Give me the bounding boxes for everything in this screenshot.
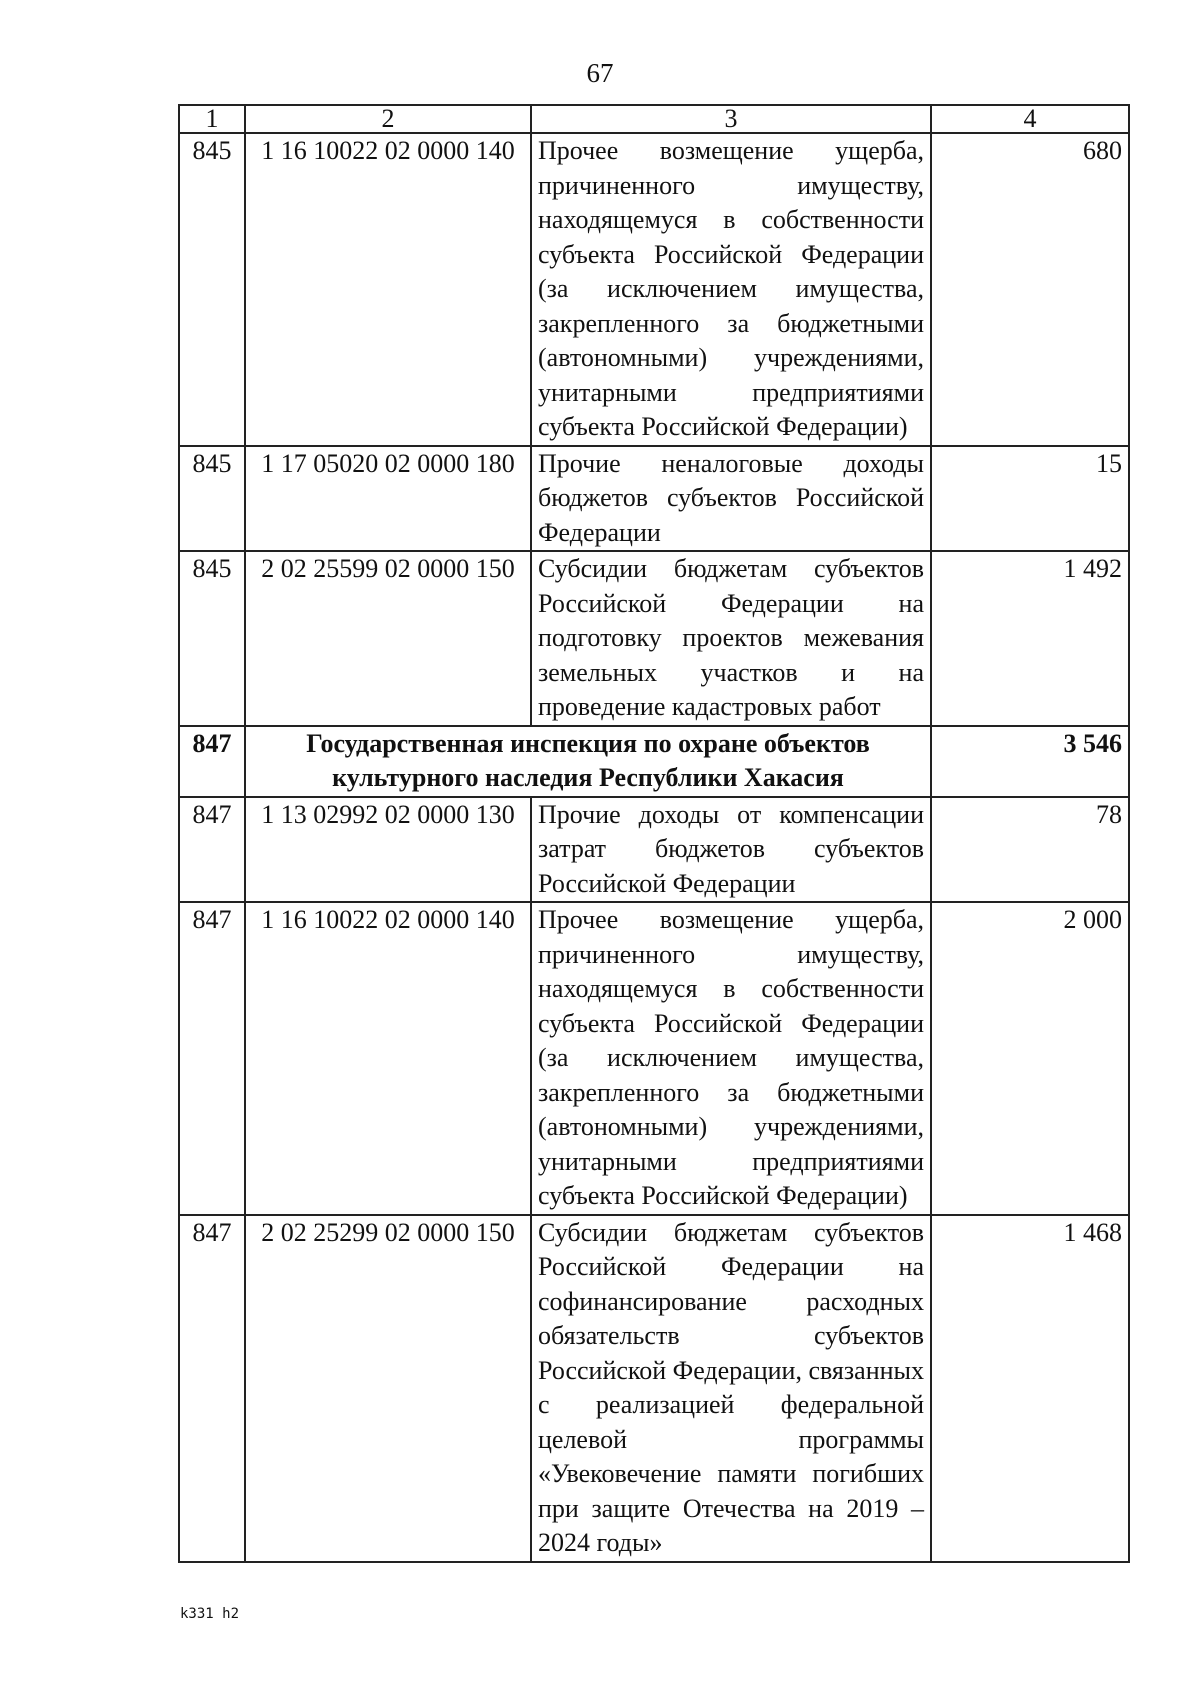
admin-code-cell: 845 (179, 446, 245, 552)
admin-code-cell: 847 (179, 726, 245, 797)
budget-code-cell: 2 02 25599 02 0000 150 (245, 551, 531, 726)
document-code: k331 h2 (180, 1606, 240, 1622)
revenue-name-cell: Прочие доходы от компенсации затрат бюджетов субъектов Российской Федерации (531, 797, 931, 903)
amount-cell: 3 546 (931, 726, 1129, 797)
budget-code-cell: 1 17 05020 02 0000 180 (245, 446, 531, 552)
budget-code-cell: 1 13 02992 02 0000 130 (245, 797, 531, 903)
column-header-4: 4 (931, 105, 1129, 133)
admin-code-cell: 847 (179, 902, 245, 1215)
organization-name-cell: Государственная инспекция по охране объектов культурного наследия Республики Хакасия (245, 726, 931, 797)
revenue-name-cell: Прочее возмещение ущерба, причиненного имуществу, находящемуся в собственности субъекта Российской Федерации (за исключением имущества, закрепленного за бюджетными (автономными) учреждениями, унитарными предприятиями субъекта Российской Федерации) (531, 902, 931, 1215)
revenue-table (178, 104, 1130, 1563)
page-number: 67 (586, 58, 614, 88)
revenue-name-cell: Прочее возмещение ущерба, причиненного имуществу, находящемуся в собственности субъекта Российской Федерации (за исключением имущества, закрепленного за бюджетными (автономными) учреждениями, унитарными предприятиями субъекта Российской Федерации) (531, 133, 931, 446)
amount-cell: 15 (931, 446, 1129, 552)
budget-code-cell: 2 02 25299 02 0000 150 (245, 1215, 531, 1562)
admin-code-cell: 847 (179, 797, 245, 903)
revenue-name-cell: Субсидии бюджетам субъектов Российской Федерации на подготовку проектов межевания земельных участков и на проведение кадастровых работ (531, 551, 931, 726)
admin-code-cell: 847 (179, 1215, 245, 1562)
table-header-row (179, 105, 1129, 133)
revenue-name-cell: Прочие неналоговые доходы бюджетов субъектов Российской Федерации (531, 446, 931, 552)
admin-code-cell: 845 (179, 551, 245, 726)
column-header-3: 3 (531, 105, 931, 133)
amount-cell: 680 (931, 133, 1129, 446)
organization-row (179, 726, 1129, 797)
amount-cell: 78 (931, 797, 1129, 903)
budget-code-cell: 1 16 10022 02 0000 140 (245, 133, 531, 446)
table-row (179, 902, 1129, 1215)
amount-cell: 1 492 (931, 551, 1129, 726)
amount-cell: 2 000 (931, 902, 1129, 1215)
column-header-1: 1 (179, 105, 245, 133)
table-row (179, 446, 1129, 552)
column-header-2: 2 (245, 105, 531, 133)
table-row (179, 797, 1129, 903)
table-row (179, 1215, 1129, 1562)
table-row (179, 133, 1129, 446)
admin-code-cell: 845 (179, 133, 245, 446)
revenue-name-cell: Субсидии бюджетам субъектов Российской Федерации на софинансирование расходных обязательств субъектов Российской Федерации, связанных с реализацией федеральной целевой программы «Увековечение памяти погибших при защите Отечества на 2019 – 2024 годы» (531, 1215, 931, 1562)
budget-code-cell: 1 16 10022 02 0000 140 (245, 902, 531, 1215)
amount-cell: 1 468 (931, 1215, 1129, 1562)
table-row (179, 551, 1129, 726)
